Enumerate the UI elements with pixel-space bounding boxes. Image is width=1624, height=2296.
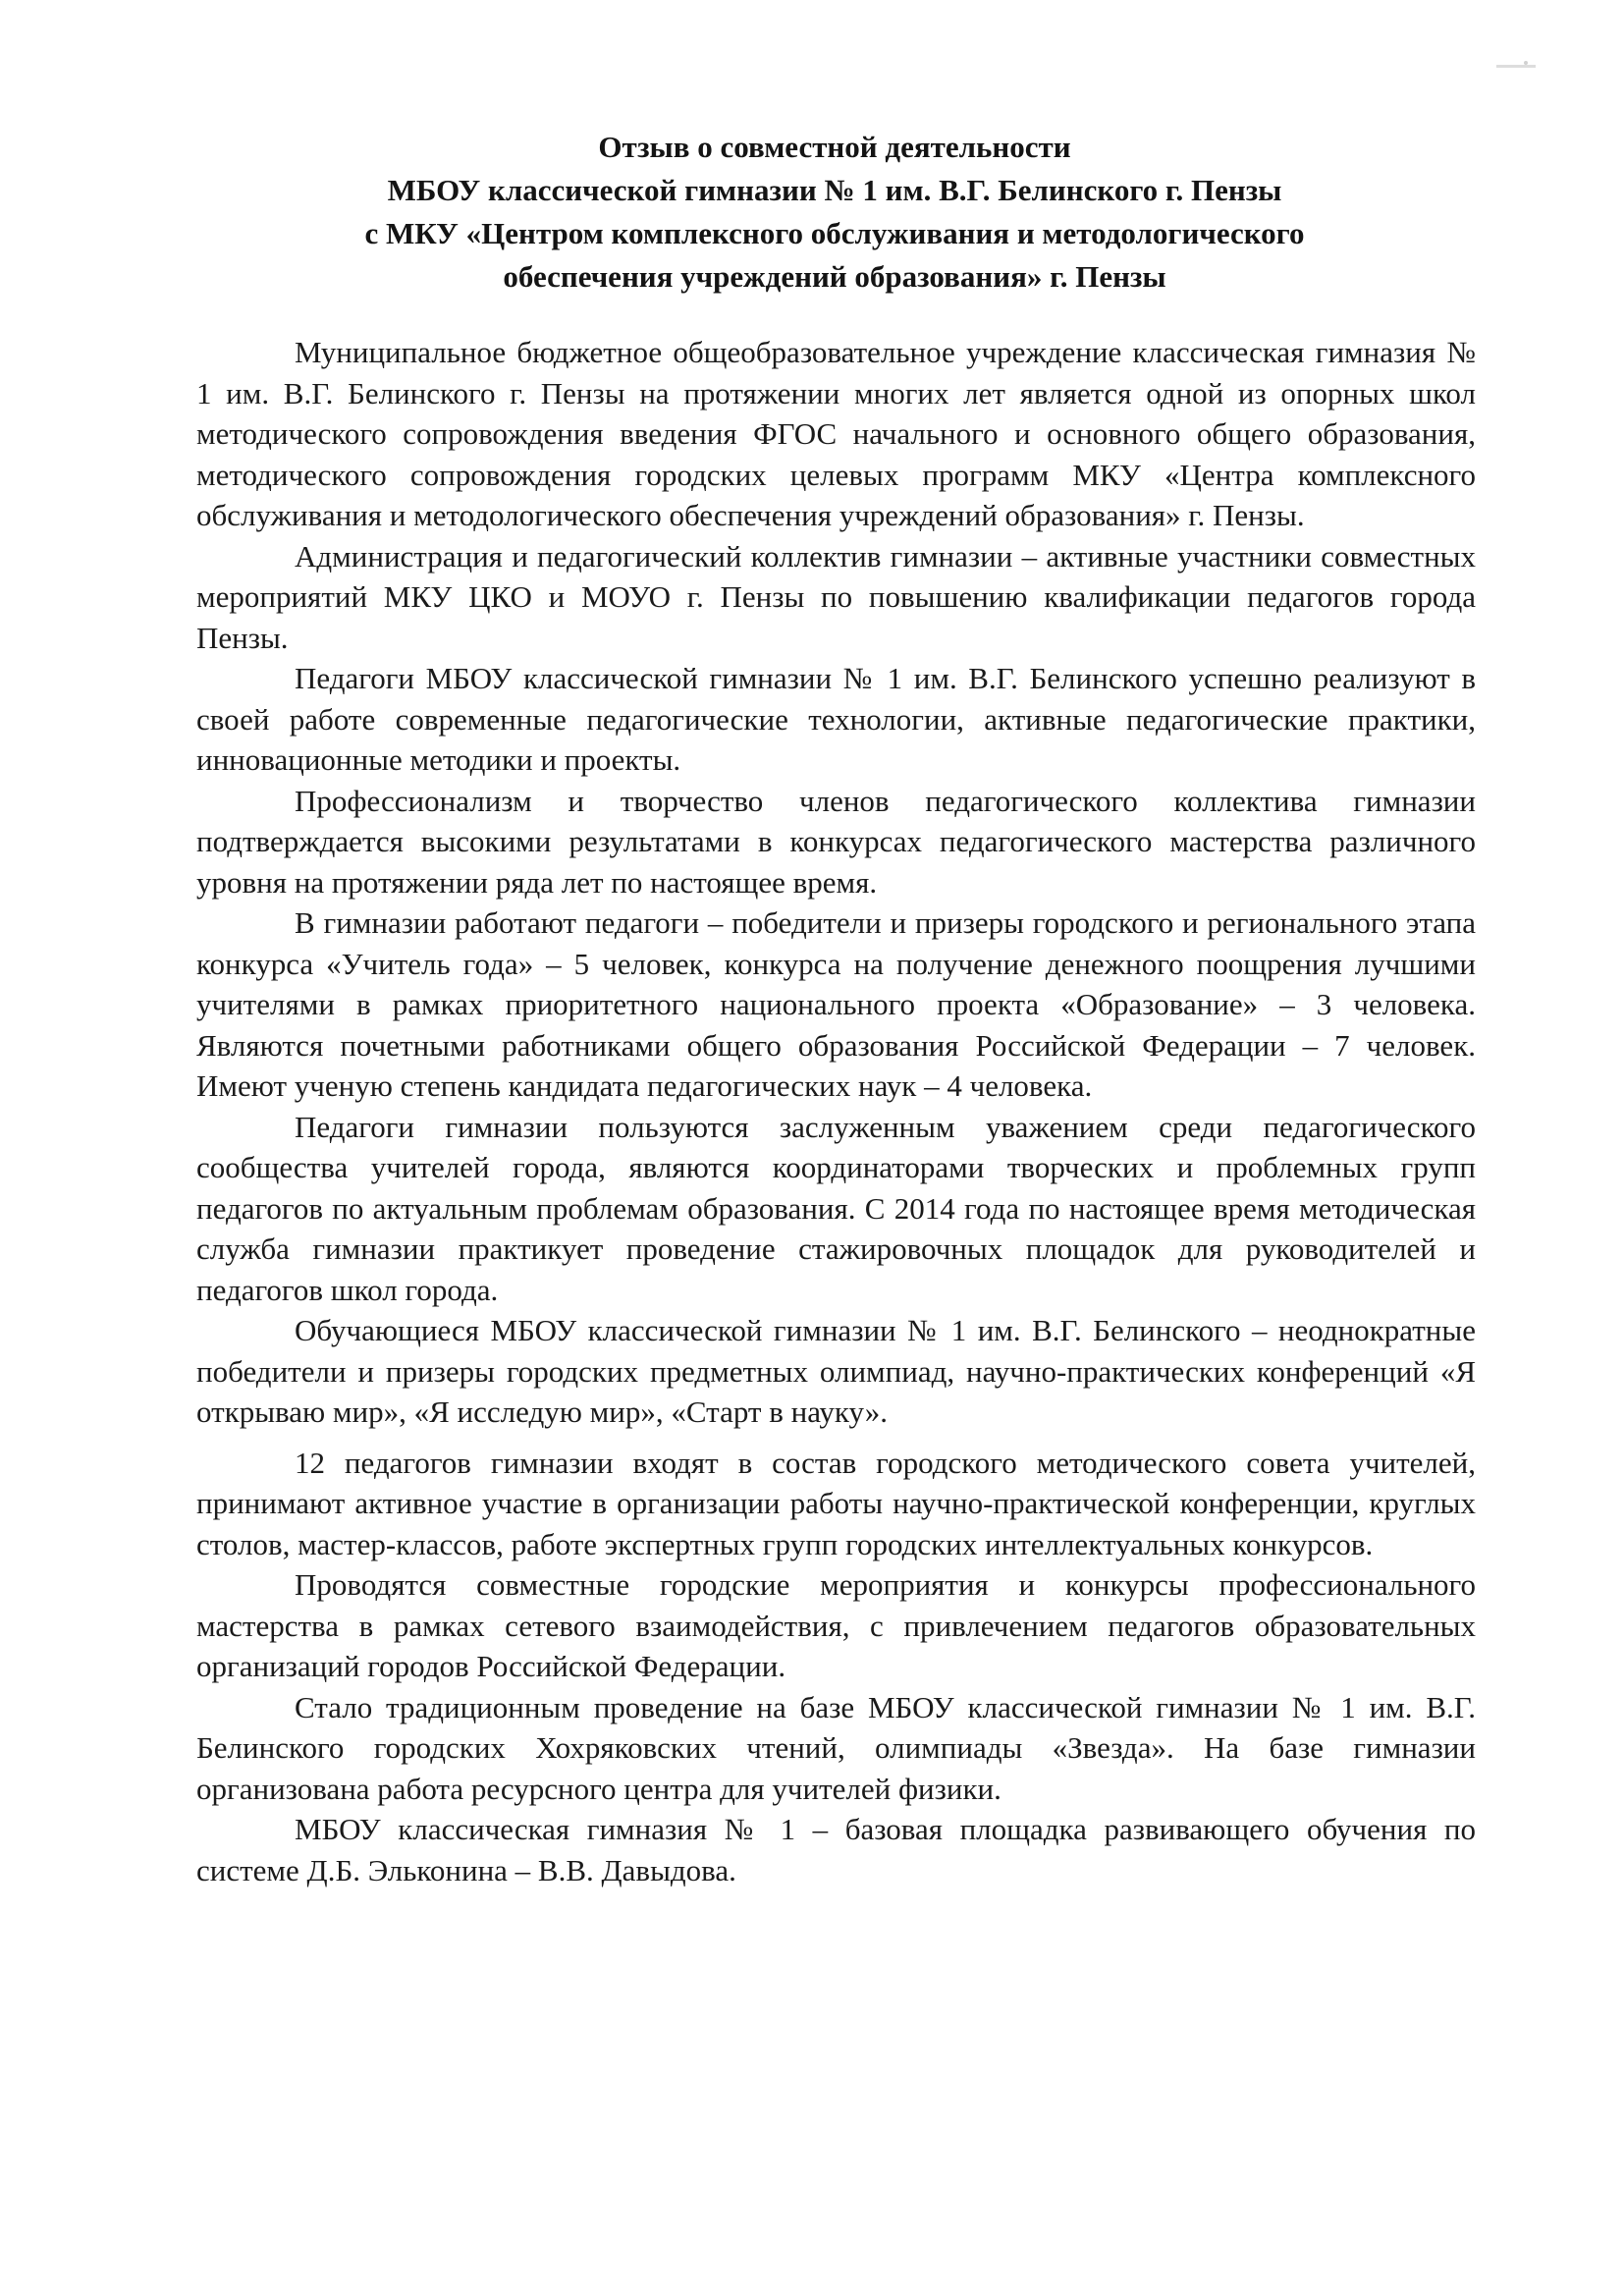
scan-artifact-dot: [1524, 61, 1528, 65]
paragraph-platform: МБОУ классическая гимназия № 1 – базовая площадка развивающего обучения по системе Д.Б. Эльконина – В.В. Давыдова.: [196, 1812, 1476, 1887]
title-line-3: с МКУ «Центром комплексного обслуживания и методологического: [364, 216, 1305, 250]
paragraph-technologies: Педагоги МБОУ классической гимназии № 1 им. В.Г. Белинского успешно реализуют в своей работе современные педагогические технологии, активные педагогические практики, инновационные методики и проекты.: [196, 661, 1476, 777]
paragraph-respect: Педагоги гимназии пользуются заслуженным уважением среди педагогического сообщества учителей города, являются координаторами творческих и проблемных групп педагогов по актуальным проблемам образования. С 2014 года по настоящее время методическая служба гимназии практикует проведение стажировочных площадок для руководителей и педагогов школ города.: [196, 1109, 1476, 1307]
scan-artifact-dash: [1496, 65, 1536, 68]
paragraph-professionalism: Профессионализм и творчество членов педагогического коллектива гимназии подтверждается высокими результатами в конкурсах педагогического мастерства различного уровня на протяжении ряда лет по настоящее время.: [196, 783, 1476, 900]
document-body: [196, 332, 1476, 1890]
paragraph-council: 12 педагогов гимназии входят в состав городского методического совета учителей, принимают активное участие в организации работы научно-практической конференции, круглых столов, мастер-классов, работе экспертных групп городских интеллектуальных конкурсов.: [196, 1445, 1476, 1561]
paragraph-administration: Администрация и педагогический коллектив гимназии – активные участники совместных мероприятий МКУ ЦКО и МОУО г. Пензы по повышению квалификации педагогов города Пензы.: [196, 538, 1476, 655]
title-line-4: обеспечения учреждений образования» г. Пензы: [503, 259, 1166, 294]
paragraph-events: Проводятся совместные городские мероприятия и конкурсы профессионального мастерства в рамках сетевого взаимодействия, с привлечением педагогов образовательных организаций городов Российской Федерации.: [196, 1567, 1476, 1683]
title-line-2: МБОУ классической гимназии № 1 им. В.Г. Белинского г. Пензы: [387, 173, 1282, 207]
document-title: [196, 126, 1473, 299]
paragraph-readings: Стало традиционным проведение на базе МБОУ классической гимназии № 1 им. В.Г. Белинского городских Хохряковских чтений, олимпиады «Звезда». На базе гимназии организована работа ресурсного центра для учителей физики.: [196, 1689, 1476, 1806]
paragraph-students: Обучающиеся МБОУ классической гимназии № 1 им. В.Г. Белинского – неоднократные победители и призеры городских предметных олимпиад, научно-практических конференций «Я открываю мир», «Я исследую мир», «Старт в науку».: [196, 1313, 1476, 1429]
title-line-1: Отзыв о совместной деятельности: [598, 130, 1071, 164]
paragraph-intro: Муниципальное бюджетное общеобразовательное учреждение классическая гимназия № 1 им. В.Г. Белинского г. Пензы на протяжении многих лет является одной из опорных школ методического сопровождения введения ФГОС начального и основного общего образования, методического сопровождения городских целевых программ МКУ «Центра комплексного обслуживания и методологического обеспечения учреждений образования» г. Пензы.: [196, 335, 1476, 532]
paragraph-awards: В гимназии работают педагоги – победители и призеры городского и регионального этапа конкурса «Учитель года» – 5 человек, конкурса на получение денежного поощрения лучшими учителями в рамках приоритетного национального проекта «Образование» – 3 человека. Являются почетными работниками общего образования Российской Федерации – 7 человек. Имеют ученую степень кандидата педагогических наук – 4 человека.: [196, 905, 1476, 1103]
